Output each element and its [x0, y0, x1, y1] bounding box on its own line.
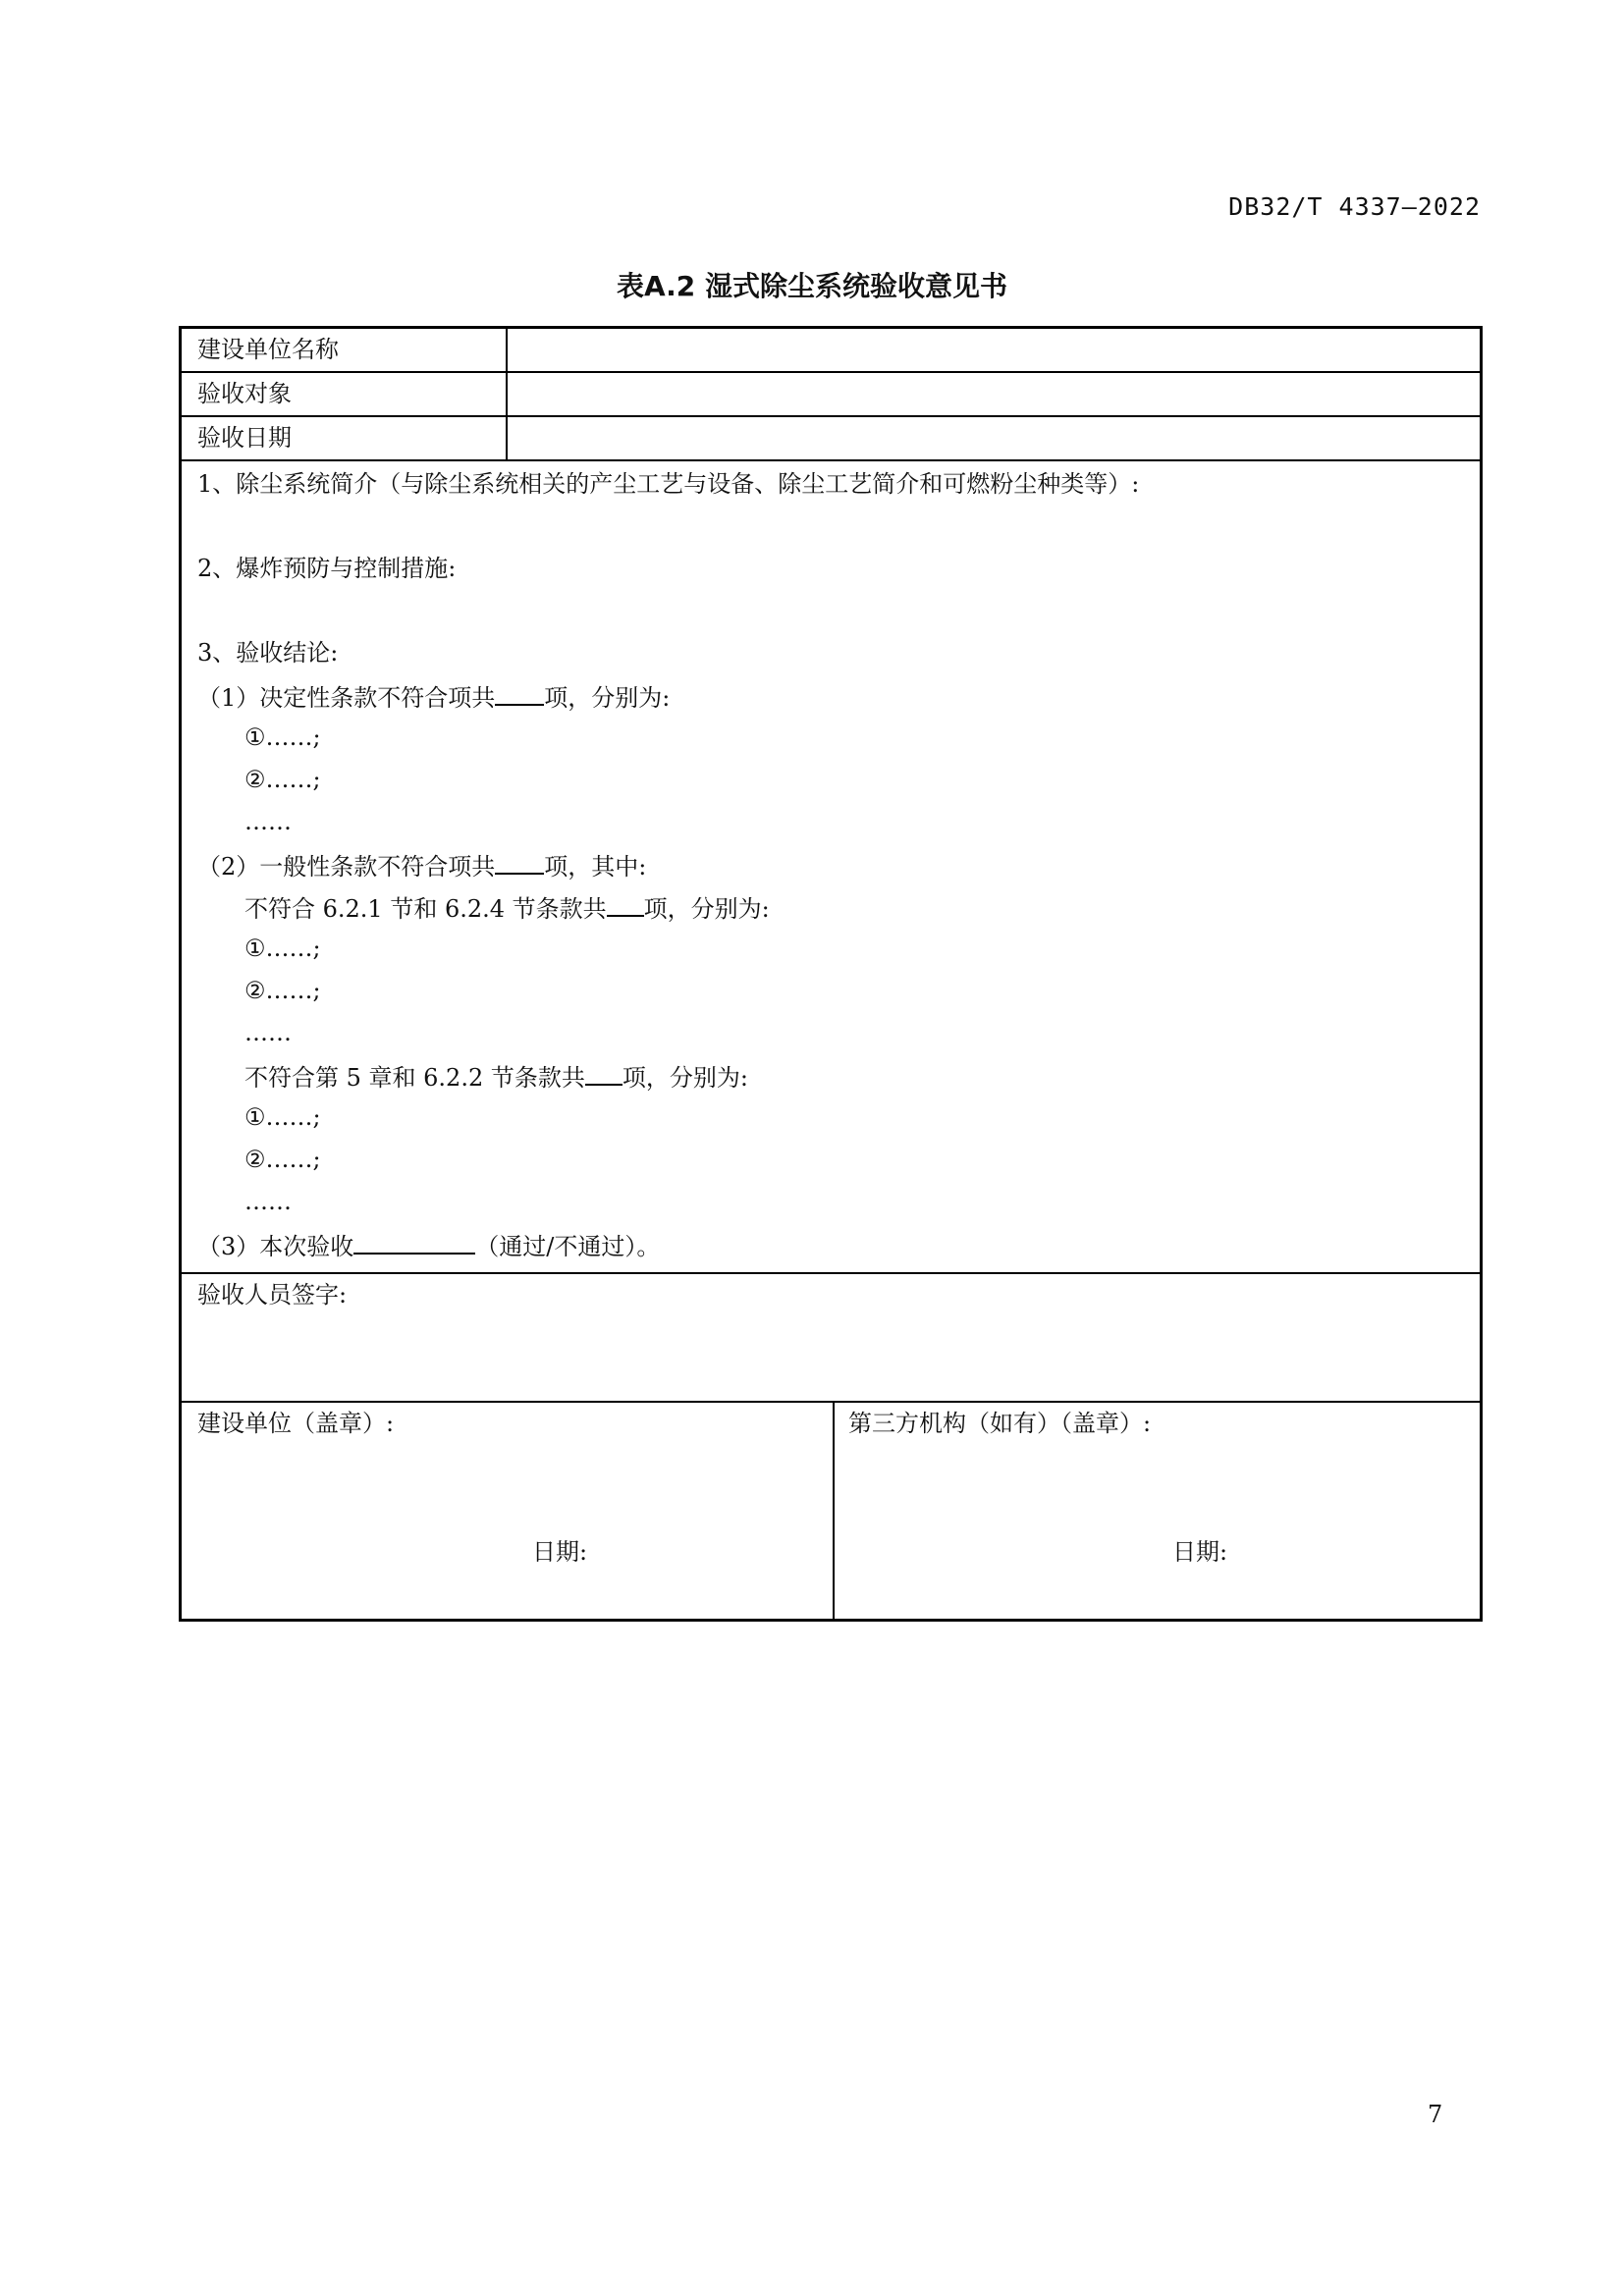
list-item: ②……;: [244, 1146, 321, 1173]
sub-decisive-prefix: （1）决定性条款不符合项共: [197, 684, 496, 712]
list-item: ①……;: [244, 1103, 321, 1131]
sub-general-a-prefix: 不符合 6.2.1 节和 6.2.4 节条款共: [244, 895, 607, 923]
sub-decisive: [197, 680, 670, 713]
list-ellipsis: ……: [244, 808, 292, 835]
sub-general: [197, 849, 646, 881]
acceptance-form: [179, 326, 1483, 1622]
stamp-section: [182, 1403, 1480, 1619]
third-party-stamp-label: 第三方机构（如有）（盖章）:: [848, 1410, 1152, 1437]
third-party-date-label: 日期:: [1172, 1538, 1228, 1566]
unit-name-field[interactable]: [508, 329, 1480, 371]
inspector-signature-section: [182, 1274, 1480, 1403]
sub-result: [197, 1229, 660, 1261]
list-item: ①……;: [244, 934, 321, 962]
object-field[interactable]: [508, 373, 1480, 415]
list-ellipsis: ……: [244, 1188, 292, 1215]
sub-general-b-prefix: 不符合第 5 章和 6.2.2 节条款共: [244, 1064, 585, 1092]
list-ellipsis: ……: [244, 1019, 292, 1046]
list-item: ②……;: [244, 766, 321, 793]
sub-general-prefix: （2）一般性条款不符合项共: [197, 853, 496, 881]
sub-result-suffix: （通过/不通过）。: [475, 1233, 661, 1260]
general-a-count-blank[interactable]: [607, 891, 644, 917]
inspectors-signature-label: 验收人员签字:: [197, 1281, 348, 1308]
row-unit-name: [182, 329, 1480, 373]
decisive-count-blank[interactable]: [495, 680, 544, 706]
general-b-count-blank[interactable]: [585, 1060, 623, 1086]
sub-general-b-suffix: 项，分别为:: [622, 1064, 748, 1092]
item-conclusion: 3、验收结论:: [197, 639, 339, 667]
builder-stamp-label: 建设单位（盖章）:: [197, 1410, 395, 1437]
sub-general-a: [244, 891, 770, 924]
row-object: [182, 373, 1480, 417]
list-item: ①……;: [244, 723, 321, 751]
document-code: DB32/T 4337—2022: [1228, 192, 1481, 221]
sub-result-prefix: （3）本次验收: [197, 1233, 354, 1260]
general-count-blank[interactable]: [495, 849, 544, 875]
object-label: 验收对象: [182, 373, 508, 415]
date-field[interactable]: [508, 417, 1480, 459]
list-item: ②……;: [244, 977, 321, 1004]
item-system-intro: 1、除尘系统简介（与除尘系统相关的产尘工艺与设备、除尘工艺简介和可燃粉尘种类等）:: [197, 470, 1140, 498]
page-number: 7: [1428, 2101, 1443, 2128]
table-title: 表A.2 湿式除尘系统验收意见书: [616, 270, 1008, 302]
unit-name-label: 建设单位名称: [182, 329, 508, 371]
item-explosion-measures: 2、爆炸预防与控制措施:: [197, 555, 457, 582]
sub-general-b: [244, 1060, 748, 1093]
sub-general-suffix: 项，其中:: [544, 853, 647, 881]
result-blank[interactable]: [353, 1229, 475, 1255]
sub-decisive-suffix: 项，分别为:: [544, 684, 671, 712]
builder-stamp-cell[interactable]: [182, 1403, 835, 1619]
row-date: [182, 417, 1480, 461]
builder-date-label: 日期:: [532, 1538, 588, 1566]
conclusion-section: [182, 461, 1480, 1274]
third-party-stamp-cell[interactable]: [835, 1403, 1480, 1619]
sub-general-a-suffix: 项，分别为:: [643, 895, 770, 923]
date-label: 验收日期: [182, 417, 508, 459]
